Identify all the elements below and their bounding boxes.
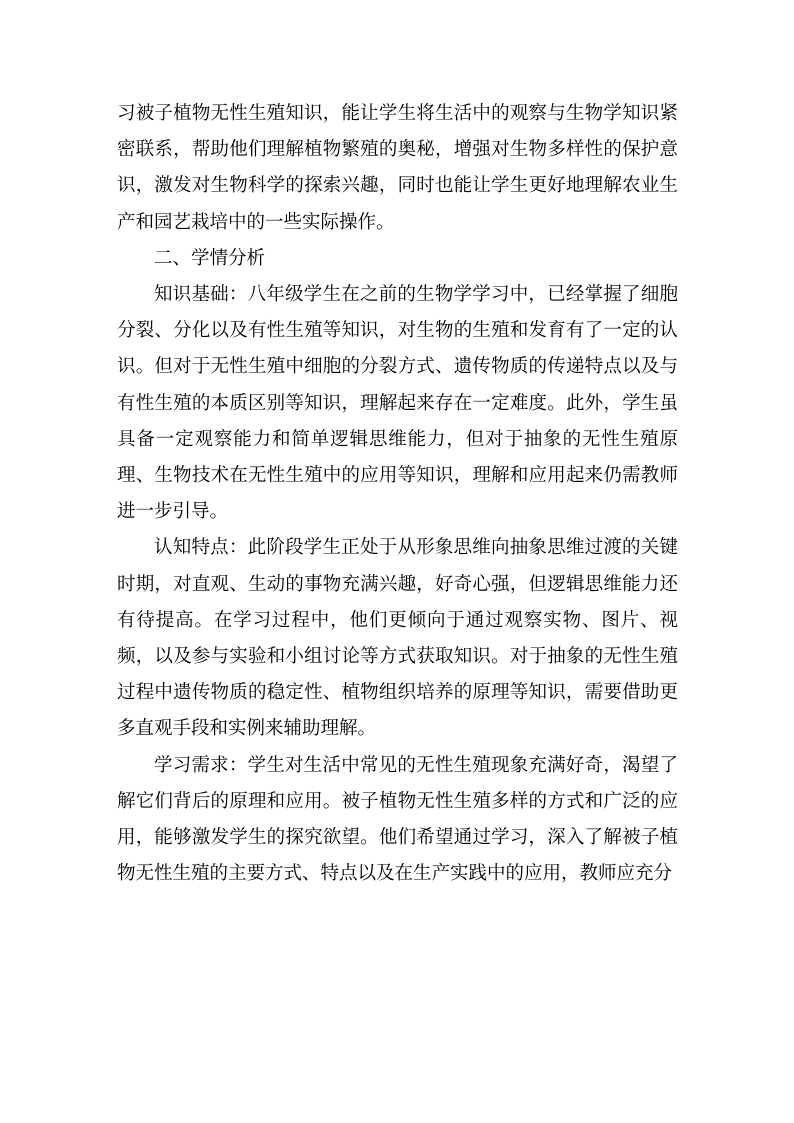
- paragraph-learning-needs: 学习需求：学生对生活中常见的无性生殖现象充满好奇，渴望了解它们背后的原理和应用。被子植物无性生殖多样的方式和广泛的应用，能够激发学生的探究欲望。他们希望通过学习，深入了解被子植物无性生殖的主要方式、特点以及在生产实践中的应用，教师应充分: [117, 754, 678, 885]
- document-body: [117, 96, 678, 892]
- paragraph-knowledge-basis: 知识基础：八年级学生在之前的生物学学习中，已经掌握了细胞分裂、分化以及有性生殖等知识，对生物的生殖和发育有了一定的认识。但对于无性生殖中细胞的分裂方式、遗传物质的传递特点以及与有性生殖的本质区别等知识，理解起来存在一定难度。此外，学生虽具备一定观察能力和简单逻辑思维能力，但对于抽象的无性生殖原理、生物技术在无性生殖中的应用等知识，理解和应用起来仍需教师进一步引导。: [117, 284, 678, 523]
- section-heading: 二、学情分析: [154, 247, 266, 269]
- paragraph-continuation: 习被子植物无性生殖知识，能让学生将生活中的观察与生物学知识紧密联系，帮助他们理解植物繁殖的奥秘，增强对生物多样性的保护意识，激发对生物科学的探索兴趣，同时也能让学生更好地理解农业生产和园艺栽培中的一些实际操作。: [117, 103, 678, 233]
- paragraph-cognitive-traits: 认知特点：此阶段学生正处于从形象思维向抽象思维过渡的关键时期，对直观、生动的事物充满兴趣，好奇心强，但逻辑思维能力还有待提高。在学习过程中，他们更倾向于通过观察实物、图片、视频，以及参与实验和小组讨论等方式获取知识。对于抽象的无性生殖过程中遗传物质的稳定性、植物组织培养的原理等知识，需要借助更多直观手段和实例来辅助理解。: [117, 537, 678, 740]
